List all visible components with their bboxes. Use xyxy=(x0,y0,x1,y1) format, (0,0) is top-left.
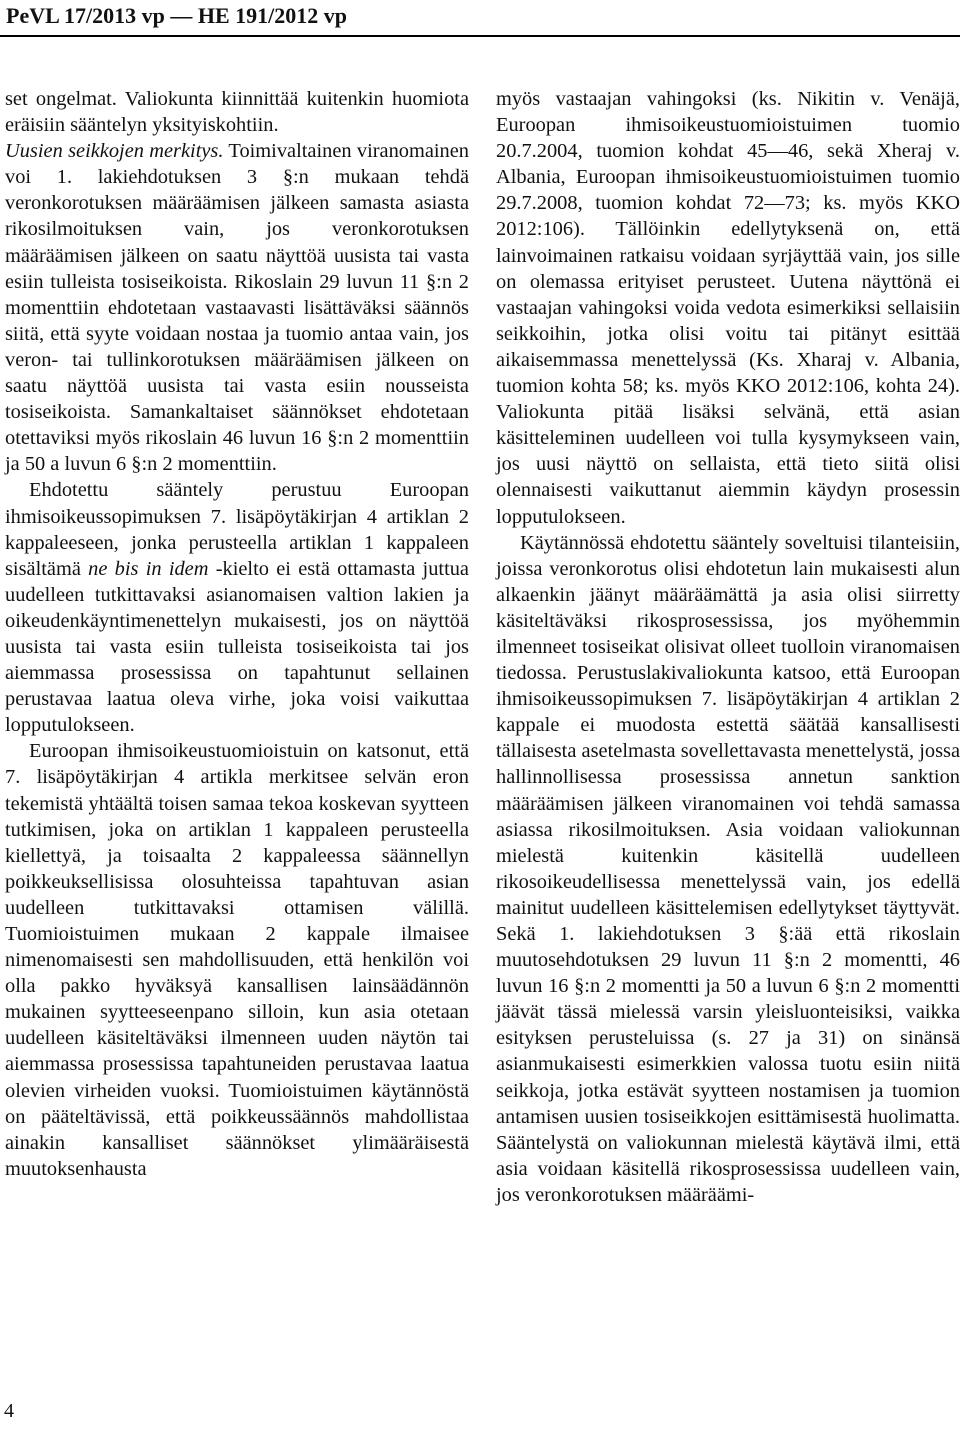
paragraph: Käytännössä ehdotettu sääntely soveltuisi tilanteisiin, joissa veronkorotus olisi ehdotetun lain mukaisesti alun alkaenkin jäänyt määräämättä ja asia olisi siirretty käsiteltäväksi rikosprosessissa, jos myöhemmin ilmenneet tosiseikat olisivat olleet tuolloin viranomaisen tiedossa. Perustuslakivaliokunta katsoo, että Euroopan ihmisoikeussopimuksen 7. lisäpöytäkirjan 4 artiklan 2 kappale ei muodosta estettä säätää kansallisesti tällaisesta asetelmasta sovellettavasta menettelystä, jossa hallinnollisessa prosessissa annetun sanktion määräämisen jälkeen viranomainen voi tehdä samassa asiassa rikosilmoituksen. Asia voidaan valiokunnan mielestä kuitenkin käsitellä uudelleen rikosoikeudellisessa menettelyssä vain, jos edellä mainitut uudelleen käsittelemisen edellytykset täyttyvät. Sekä 1. lakiehdotuksen 3 §:ää että rikoslain muutosehdotuksen 29 luvun 11 §:n 2 momentti, 46 luvun 16 §:n 2 momentti ja 50 a luvun 6 §:n 2 momentti jäävät tässä mielessä varsin yleisluonteisiksi, vaikka esityksen perusteluissa (s. 27 ja 31) on sinänsä asianmukaisesti esimerkkien valossa tuotu esiin niitä seikkoja, jotka estävät syytteen nostamisen ja tuomion antamisen uusien tosiseikkojen esittämisestä huolimatta. Sääntelystä on valiokunnan mielestä käytävä ilmi, että asia voidaan käsitellä rikosprosessissa uudelleen vain, jos veronkorotuksen määräämi- xyxy=(496,531,960,1206)
paragraph: set ongelmat. Valiokunta kiinnittää kuitenkin huomiota eräisiin sääntelyn yksityiskohtiin. xyxy=(5,88,469,137)
paragraph-text: -kielto ei estä ottamasta juttua uudelleen tutkittavaksi asianomaisen valtion lakien ja oikeudenkäyntimenettelyn mukaisesti, jos on näyttöä uusista tai vasta esiin tulleista tosiseikoista tai jos aiemmassa prosessissa on tapahtunut sellainen perustavaa laatua oleva virhe, joka voisi vaikuttaa lopputulokseen. xyxy=(5,557,469,737)
paragraph xyxy=(5,477,469,738)
left-column xyxy=(5,86,469,1182)
paragraph-text: Ehdotettu sääntely perustuu Euroopan ihmisoikeussopimuksen 7. lisäpöytäkirjan 4 artiklan 2 kappaleeseen, jonka perusteella artiklan 1 kappaleen sisältämä xyxy=(5,479,469,580)
running-header: PeVL 17/2013 vp — HE 191/2012 vp xyxy=(6,3,348,28)
paragraph: Euroopan ihmisoikeustuomioistuin on katsonut, että 7. lisäpöytäkirjan 4 artikla merkitsee selvän eron tekemistä yhtäältä toisen samaa tekoa koskevan syytteen tutkimisen, joka on artiklan 1 kappaleen perusteella kiellettyä, ja toisaalta 2 kappaleessa säännellyn poikkeuksellisissa olosuhteissa tapahtuvan asian uudelleen tutkittavaksi ottamisen välillä. Tuomioistuimen mukaan 2 kappale ilmaisee nimenomaisesti sen mahdollisuuden, että henkilön voi olla pakko hyväksyä kansallisen lainsäädännön mukainen syytteeseenpano silloin, kun asia otetaan uudelleen käsiteltäväksi ilmenneen uuden näytön tai aiemmassa prosessissa tapahtuneiden perustavaa laatua olevien virheiden vuoksi. Tuomioistuimen käytännöstä on pääteltävissä, että poikkeussäännös mahdollistaa ainakin kansalliset säännökset ylimääräisestä muutoksenhausta xyxy=(5,740,469,1180)
right-column xyxy=(496,86,960,1208)
paragraph-text: Toimivaltainen viranomainen voi 1. lakiehdotuksen 3 §:n mukaan tehdä veronkorotuksen määräämisen jälkeen samasta asiasta rikosilmoituksen vain, jos veronkorotuksen määräämisen jälkeen on saatu näyttöä uusista tai vasta esiin tulleista tosiseikoista. Rikoslain 29 luvun 11 §:n 2 momenttiin ehdotetaan vastaavasti lisättäväksi säännös siitä, että syyte voidaan nostaa ja tuomio antaa vain, jos veron- tai tullinkorotuksen määräämisen jälkeen on saatu näyttöä uusista tai vasta esiin nousseista tosiseikoista. Samankaltaiset säännökset ehdotetaan otettaviksi myös rikoslain 46 luvun 16 §:n 2 momenttiin ja 50 a luvun 6 §:n 2 momenttiin. xyxy=(5,140,469,476)
paragraph xyxy=(5,138,469,477)
header-rule xyxy=(0,35,960,37)
page-number: 4 xyxy=(4,1400,14,1422)
paragraph: myös vastaajan vahingoksi (ks. Nikitin v. Venäjä, Euroopan ihmisoikeustuomioistuimen tuomio 20.7.2004, tuomion kohdat 45—46, sekä Xheraj v. Albania, Euroopan ihmisoikeustuomioistuimen tuomio 29.7.2008, tuomion kohdat 72—73; ks. myös KKO 2012:106). Tällöinkin edellytyksenä on, että lainvoimainen ratkaisu voidaan syrjäyttää vain, jos sille on olemassa erityiset perusteet. Uutena näyttönä ei vastaajan vahingoksi voida vedota esimerkiksi sellaisiin seikkoihin, jotka olisi voitu tai pitänyt esittää aikaisemmassa menettelyssä (Ks. Xharaj v. Albania, tuomion kohta 58; ks. myös KKO 2012:106, kohta 24). Valiokunta pitää lisäksi selvänä, että asian käsitteleminen uudelleen voi tulla kysymykseen vain, jos uusi näyttö on sellaista, että tieto siitä olisi olennaisesti vaikuttanut aiemmin käydyn prosessin lopputulokseen. xyxy=(496,88,960,528)
latin-term: ne bis in idem xyxy=(88,557,209,580)
section-heading: Uusien seikkojen merkitys. xyxy=(5,140,224,163)
